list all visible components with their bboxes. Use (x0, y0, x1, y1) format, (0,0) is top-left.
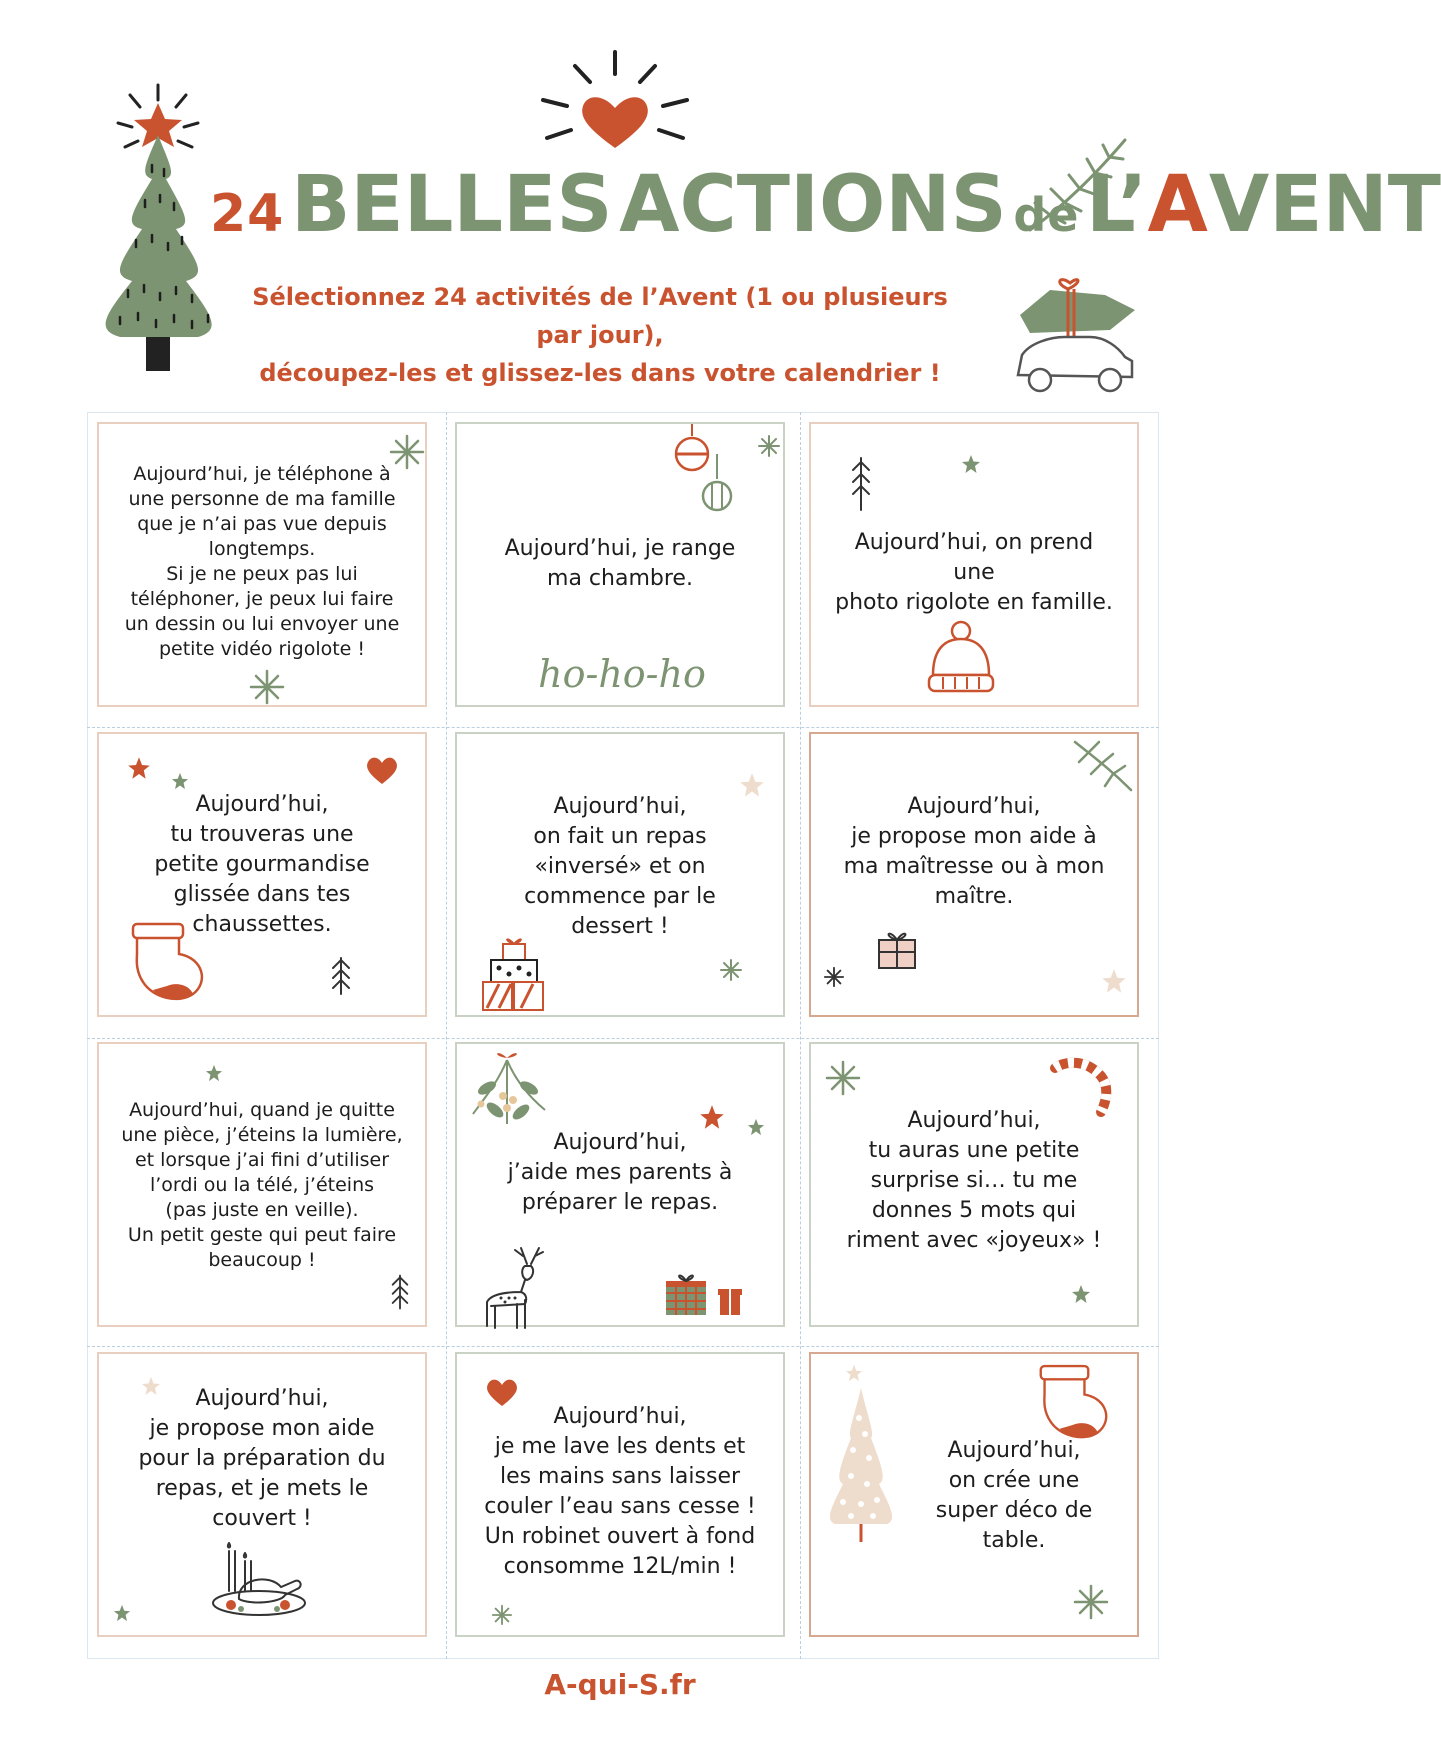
snowflake-icon (823, 966, 845, 988)
card-11 (455, 1352, 785, 1637)
star-icon (205, 1064, 223, 1082)
star-icon (747, 1118, 765, 1136)
gift-stack-icon (477, 934, 547, 1014)
card-9 (809, 1042, 1139, 1327)
subtitle-line-1: Sélectionnez 24 activités de l’Avent (1 ou plusieurs par jour), (252, 283, 948, 349)
card-7 (97, 1042, 427, 1327)
card-text: Aujourd’hui, on crée une super déco de table. (935, 1438, 1093, 1553)
snowflake-icon (825, 1060, 861, 1096)
star-icon (113, 1604, 131, 1622)
snowflake-icon (491, 1604, 513, 1626)
mistletoe-icon (467, 1044, 557, 1134)
stocking-icon (1031, 1366, 1117, 1442)
star-icon (1101, 968, 1127, 994)
star-icon (141, 1376, 161, 1396)
candles-roast-icon (209, 1539, 309, 1619)
car-with-tree-icon (1010, 275, 1145, 410)
card-text: Aujourd’hui, tu auras une petite surprise si… tu me donnes 5 mots qui riment avec «joyeux» ! (846, 1108, 1102, 1253)
gift-icon (662, 1269, 752, 1319)
subtitle-line-2: découpez-les et glissez-les dans votre calendrier ! (259, 359, 941, 387)
ornament-icon (672, 424, 732, 524)
card-8 (455, 1042, 785, 1327)
card-text: Aujourd’hui, je range ma chambre. (504, 536, 736, 591)
card-12 (809, 1352, 1139, 1637)
card-1 (97, 422, 427, 707)
card-5 (455, 732, 785, 1017)
star-icon (127, 756, 151, 780)
heart-burst-icon (535, 48, 695, 158)
cut-line (87, 727, 1159, 728)
title-prefix-l: L’ (1086, 160, 1148, 250)
card-text: Aujourd’hui, je téléphone à une personne de ma famille que je n’ai pas vue depuis longtemps. Si je ne peux pas lui téléphoner, je peux lui faire un dessin ou lui envoyer une petite vidéo rigolote ! (124, 463, 400, 660)
title-number: 24 (210, 184, 285, 244)
title-word-belles: BELLES (290, 160, 613, 250)
snowflake-icon (249, 669, 285, 705)
card-text: Aujourd’hui, on fait un repas «inversé» et on commence par le dessert ! (524, 794, 716, 939)
cut-line (800, 412, 801, 1659)
card-text: Aujourd’hui, je propose mon aide à ma maîtresse ou à mon maître. (843, 794, 1105, 909)
pine-sprig-icon (389, 1272, 411, 1312)
star-icon (845, 1364, 863, 1382)
reindeer-icon (477, 1244, 557, 1334)
snowflake-icon (389, 434, 425, 470)
gift-icon (873, 924, 921, 972)
card-text: Aujourd’hui, je propose mon aide pour la préparation du repas, et je mets le couvert ! (138, 1386, 386, 1531)
footer-site: A-qui-S.fr (544, 1668, 696, 1701)
pine-branch-icon (1071, 738, 1135, 794)
star-icon (171, 772, 189, 790)
cut-line (446, 412, 447, 1659)
card-4 (97, 732, 427, 1017)
subtitle (240, 278, 960, 392)
card-10 (97, 1352, 427, 1637)
star-icon (1071, 1284, 1091, 1304)
page-title (210, 160, 1441, 270)
pink-tree-icon (821, 1384, 901, 1544)
card-text: Aujourd’hui, tu trouveras une petite gourmandise glissée dans tes chaussettes. (154, 792, 370, 937)
star-icon (699, 1104, 725, 1130)
stocking-icon (123, 924, 213, 1004)
beanie-icon (921, 619, 1001, 699)
pine-sprig-icon (329, 956, 353, 996)
title-word-vent: VENT (1208, 160, 1441, 250)
star-icon (961, 454, 981, 474)
snowflake-icon (1073, 1584, 1109, 1620)
star-icon (739, 772, 765, 798)
title-word-de: de (1013, 188, 1080, 242)
candy-cane-icon (1047, 1060, 1117, 1120)
title-word-actions: ACTIONS (619, 160, 1007, 250)
card-2 (455, 422, 785, 707)
title-letter-a: A (1147, 160, 1209, 250)
heart-icon (485, 1376, 519, 1408)
cut-line (87, 1346, 1159, 1347)
card-text: Aujourd’hui, quand je quitte une pièce, j’éteins la lumière, et lorsque j’ai fini d’utiliser l’ordi ou la télé, j’éteins (pas juste en veille). Un petit geste qui peut faire beaucoup ! (121, 1099, 403, 1271)
pine-sprig-icon (849, 456, 873, 512)
cut-line (87, 1038, 1159, 1039)
ho-ho-ho-lettering: ho-ho-ho (538, 652, 706, 696)
snowflake-icon (719, 958, 743, 982)
card-3 (809, 422, 1139, 707)
card-text: Aujourd’hui, j’aide mes parents à préparer le repas. (507, 1130, 733, 1215)
card-text: Aujourd’hui, je me lave les dents et les mains sans laisser couler l’eau sans cesse ! Un robinet ouvert à fond consomme 12L/min ! (484, 1404, 756, 1579)
heart-icon (365, 754, 399, 786)
snowflake-icon (757, 434, 781, 458)
card-text: Aujourd’hui, on prend une photo rigolote en famille. (835, 530, 1113, 615)
card-6 (809, 732, 1139, 1017)
